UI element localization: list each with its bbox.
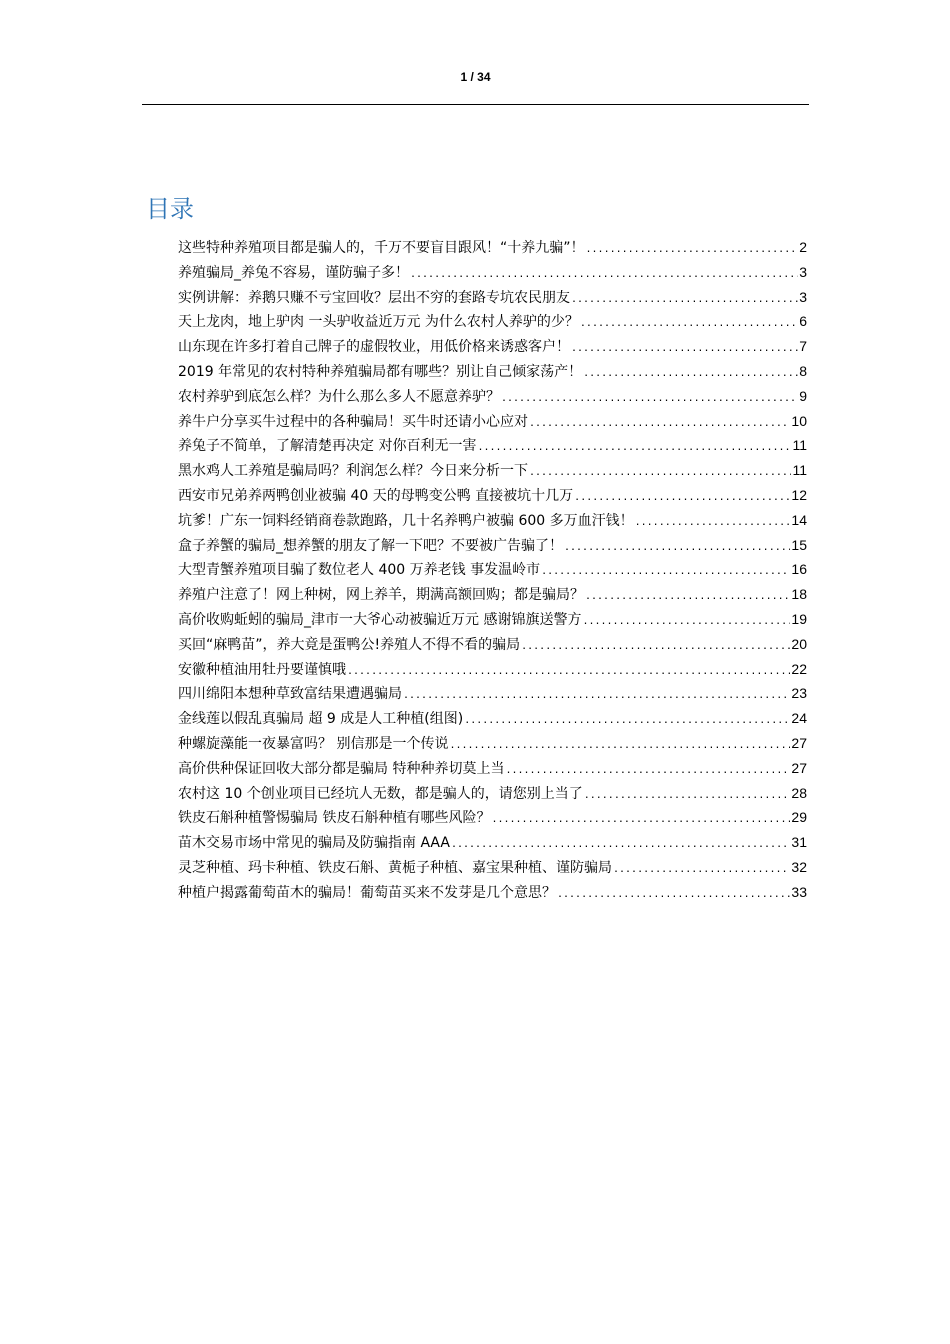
toc-heading: 目录 [146, 195, 194, 223]
page-indicator: 1 / 34 [460, 70, 491, 84]
toc-entry-page-number[interactable]: 31 [791, 834, 807, 851]
toc-entry-title[interactable]: 实例讲解：养鹅只赚不亏宝回收？层出不穷的套路专坑农民朋友 [178, 289, 570, 306]
toc-dot-leader [501, 387, 798, 412]
toc-entry-page-number[interactable]: 20 [791, 635, 807, 652]
toc-entry-title[interactable]: 金线莲以假乱真骗局 超 9 成是人工种植(组图) [178, 711, 464, 728]
toc-entry-title[interactable]: 苗木交易市场中常见的骗局及防骗指南 AAA [178, 835, 450, 852]
toc-entry[interactable] [178, 409, 807, 434]
toc-entry-title[interactable]: 养兔子不简单，了解清楚再决定 对你百利无一害 [178, 438, 477, 455]
toc-dot-leader [449, 734, 790, 759]
toc-entry-title[interactable]: 买回“麻鸭苗”，养大竟是蛋鸭公!养殖人不得不看的骗局 [178, 636, 521, 653]
toc-entry[interactable] [178, 855, 807, 880]
toc-entry-title[interactable]: 高价收购蚯蚓的骗局_津市一大爷心动被骗近万元 感谢锦旗送警方 [178, 611, 582, 628]
toc-entry-page-number[interactable]: 3 [799, 288, 807, 305]
toc-dot-leader [529, 461, 791, 486]
toc-dot-leader [571, 288, 798, 313]
toc-entry-page-number[interactable]: 27 [791, 759, 807, 776]
toc-entry-page-number[interactable]: 2 [799, 239, 807, 255]
toc-entry-title[interactable]: 高价供种保证回收大部分都是骗局 特种种养切莫上当 [178, 760, 505, 777]
toc-entry[interactable] [178, 632, 807, 657]
toc-entry-title[interactable]: 黑水鸡人工养殖是骗局吗？利润怎么样？今日来分析一下 [178, 463, 528, 480]
toc-entry-title[interactable]: 养殖户注意了！网上种树，网上养羊，期满高额回购；都是骗局？ [178, 587, 584, 604]
toc-entry[interactable] [178, 533, 807, 558]
toc-entry[interactable] [178, 557, 807, 582]
toc-entry[interactable] [178, 657, 807, 682]
toc-entry-page-number[interactable]: 24 [791, 710, 807, 727]
toc-entry-title[interactable]: 养牛户分享买牛过程中的各种骗局！买牛时还请小心应对 [178, 413, 528, 430]
toc-entry-title[interactable]: 农村这 10 个创业项目已经坑人无数，都是骗人的，请您别上当了 [178, 785, 583, 802]
toc-entry-page-number[interactable]: 15 [791, 536, 807, 553]
toc-dot-leader [574, 486, 790, 511]
toc-dot-leader [564, 536, 790, 561]
toc-dot-leader [451, 833, 790, 858]
toc-entry-page-number[interactable]: 23 [791, 685, 807, 702]
toc-entry-title[interactable]: 盒子养蟹的骗局_想养蟹的朋友了解一下吧？不要被广告骗了！ [178, 537, 563, 554]
toc-dot-leader [582, 610, 790, 635]
toc-entry[interactable] [178, 582, 807, 607]
toc-entry[interactable] [178, 706, 807, 731]
toc-entry[interactable] [178, 805, 807, 830]
toc-entry-title[interactable]: 天上龙肉，地上驴肉 一头驴收益近万元 为什么农村人养驴的少？ [178, 314, 579, 331]
toc-entry-page-number[interactable]: 28 [791, 784, 807, 801]
toc-entry-title[interactable]: 铁皮石斛种植警惕骗局 铁皮石斛种植有哪些风险？ [178, 810, 491, 827]
toc-dot-leader [580, 312, 798, 337]
toc-entry[interactable] [178, 830, 807, 855]
toc-entry[interactable] [178, 334, 807, 359]
toc-dot-leader [557, 883, 790, 908]
toc-entry[interactable] [178, 508, 807, 533]
toc-dot-leader [529, 412, 790, 437]
toc-entry-title[interactable]: 四川绵阳本想种草致富结果遭遇骗局 [178, 686, 402, 703]
toc-entry-page-number[interactable]: 10 [791, 412, 807, 429]
toc-dot-leader [635, 511, 791, 536]
toc-entry[interactable] [178, 731, 807, 756]
toc-entry[interactable] [178, 433, 807, 458]
toc-dot-leader [541, 560, 790, 585]
toc-entry-title[interactable]: 农村养驴到底怎么样？为什么那么多人不愿意养驴？ [178, 388, 500, 405]
header-divider [142, 104, 809, 105]
toc-entry[interactable] [178, 607, 807, 632]
toc-entry[interactable] [178, 483, 807, 508]
toc-entry[interactable] [178, 781, 807, 806]
toc-entry-page-number[interactable]: 6 [799, 313, 807, 330]
toc-entry[interactable] [178, 260, 807, 285]
toc-entry-page-number[interactable]: 19 [791, 610, 807, 627]
toc-entry-page-number[interactable]: 33 [791, 883, 807, 900]
toc-entry-title[interactable]: 这些特种养殖项目都是骗人的，千万不要盲目跟风！“十养九骗”！ [178, 240, 585, 256]
toc-entry-title[interactable]: 灵芝种植、玛卡种植、铁皮石斛、黄栀子种植、嘉宝果种植、谨防骗局 [178, 859, 612, 876]
toc-entry[interactable] [178, 756, 807, 781]
toc-entry-title[interactable]: 大型青蟹养殖项目骗了数位老人 400 万养老钱 事发温岭市 [178, 562, 541, 579]
toc-entry-page-number[interactable]: 22 [791, 660, 807, 677]
toc-entry[interactable] [178, 384, 807, 409]
toc-entry-page-number[interactable]: 32 [791, 858, 807, 875]
toc-dot-leader [583, 362, 798, 387]
toc-entry-page-number[interactable]: 3 [799, 263, 807, 280]
toc-dot-leader [403, 684, 790, 709]
toc-entry-title[interactable]: 2019 年常见的农村特种养殖骗局都有哪些？别让自己倾家荡产！ [178, 363, 583, 380]
toc-dot-leader [491, 808, 790, 833]
toc-entry[interactable] [178, 309, 807, 334]
toc-entry[interactable] [178, 880, 807, 905]
toc-entry-page-number[interactable]: 29 [791, 809, 807, 826]
toc-dot-leader [613, 858, 790, 883]
toc-entry-page-number[interactable]: 18 [791, 586, 807, 603]
toc-entry-page-number[interactable]: 11 [792, 437, 807, 454]
toc-entry[interactable] [178, 285, 807, 310]
toc-dot-leader [584, 784, 791, 809]
toc-entry-title[interactable]: 山东现在许多打着自己牌子的虚假牧业，用低价格来诱惑客户！ [178, 339, 570, 356]
toc-dot-leader [571, 337, 798, 362]
toc-entry-title[interactable]: 坑爹！广东一饲料经销商卷款跑路，几十名养鸭户被骗 600 多万血汗钱！ [178, 512, 634, 529]
toc-entry-title[interactable]: 安徽种植油用牡丹要谨慎哦 [178, 661, 346, 678]
toc-entry[interactable] [178, 359, 807, 384]
toc-entry-page-number[interactable]: 16 [791, 561, 807, 578]
toc-list [178, 235, 807, 905]
toc-dot-leader [477, 436, 791, 461]
toc-entry[interactable] [178, 681, 807, 706]
toc-entry-page-number[interactable]: 27 [791, 734, 807, 751]
toc-dot-leader [410, 263, 798, 288]
toc-entry-title[interactable]: 种植户揭露葡萄苗木的骗局！葡萄苗买来不发芽是几个意思？ [178, 884, 556, 901]
toc-entry-title[interactable]: 种螺旋藻能一夜暴富吗？ 别信那是一个传说 [178, 735, 449, 752]
toc-entry-page-number[interactable]: 12 [791, 486, 807, 503]
toc-entry-page-number[interactable]: 7 [799, 338, 807, 355]
toc-dot-leader [586, 238, 799, 263]
toc-entry-page-number[interactable]: 14 [791, 511, 807, 528]
toc-dot-leader [521, 635, 790, 660]
toc-entry-title[interactable]: 养殖骗局_养兔不容易，谨防骗子多！ [178, 264, 409, 281]
toc-entry[interactable] [178, 458, 807, 483]
toc-dot-leader [505, 759, 790, 784]
toc-entry-title[interactable]: 西安市兄弟养两鸭创业被骗 40 天的母鸭变公鸭 直接被坑十几万 [178, 487, 574, 504]
toc-dot-leader [347, 660, 790, 685]
toc-entry-page-number[interactable]: 11 [792, 462, 807, 479]
toc-dot-leader [585, 585, 790, 610]
toc-entry[interactable] [178, 235, 807, 260]
toc-dot-leader [464, 709, 790, 734]
toc-entry-page-number[interactable]: 8 [799, 362, 807, 379]
toc-entry-page-number[interactable]: 9 [799, 387, 807, 404]
